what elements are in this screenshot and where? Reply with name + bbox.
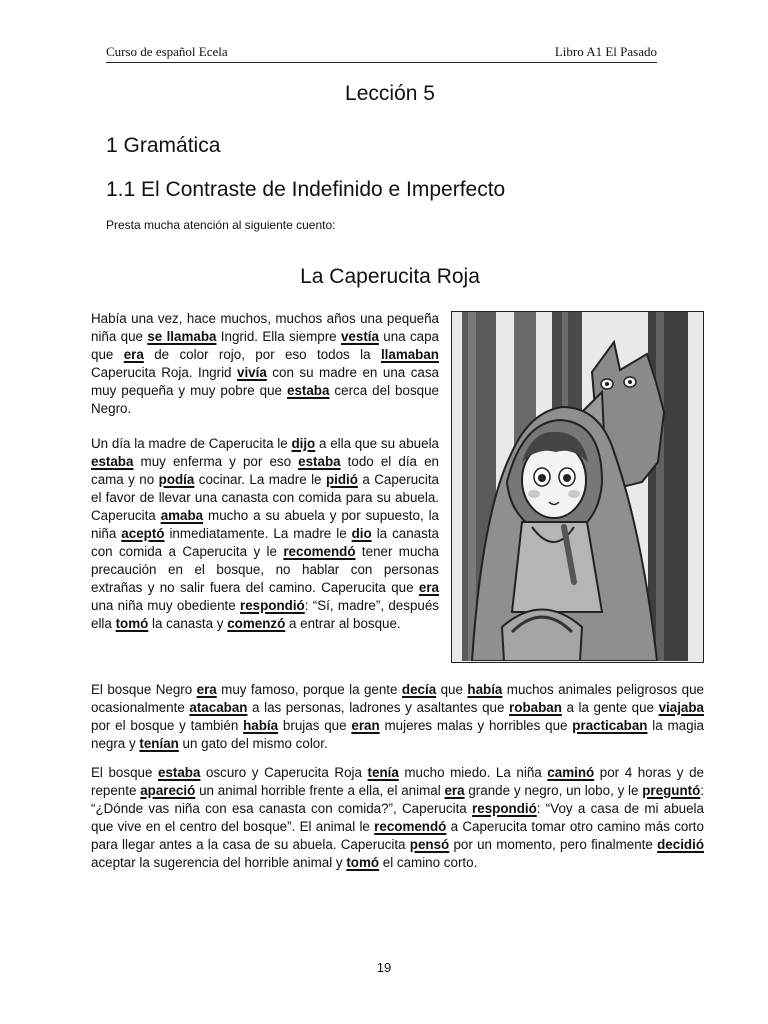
story-text: Ingrid. Ella siempre — [216, 329, 341, 344]
story-text: todo el día en cama y no — [91, 454, 439, 487]
story-text: la magia negra y — [91, 718, 704, 751]
story-text: inmediatamente. La madre le — [164, 526, 352, 541]
story-text: muy famoso, porque la gente — [216, 682, 402, 697]
page-header — [106, 44, 657, 63]
story-text: por 4 horas y de repente — [91, 765, 704, 798]
story-text: la canasta con comida a Caperucita y le — [91, 526, 439, 559]
story-text: una niña muy obediente — [91, 598, 241, 613]
highlighted-verb: caminó — [547, 765, 595, 780]
highlighted-verb: tomó — [115, 616, 149, 631]
highlighted-verb: estaba — [158, 765, 201, 780]
highlighted-verb: respondió — [240, 598, 305, 613]
story-title: La Caperucita Roja — [300, 265, 480, 288]
story-text: un gato del mismo color. — [178, 736, 328, 751]
highlighted-verb: aceptó — [121, 526, 165, 541]
header-course-name: Curso de español Ecela — [106, 44, 228, 59]
little-red-riding-hood-and-wolf-illustration — [451, 311, 704, 663]
highlighted-verb: se llamaba — [147, 329, 217, 344]
highlighted-verb: preguntó — [642, 783, 701, 798]
story-text: a Caperucita tomar otro camino más corto para llegar antes a la casa de su abuela. Caperucita — [91, 819, 704, 852]
story-text: Un día la madre de Caperucita le — [91, 436, 292, 451]
story-text: a las personas, ladrones y asaltantes que — [247, 700, 510, 715]
story-text: grande y negro, un lobo, y le — [464, 783, 643, 798]
highlighted-verb: decía — [401, 682, 437, 697]
highlighted-verb: recomendó — [283, 544, 356, 559]
highlighted-verb: pensó — [409, 837, 450, 852]
highlighted-verb: robaban — [509, 700, 562, 715]
story-text: oscuro y Caperucita Roja — [200, 765, 368, 780]
highlighted-verb: podía — [158, 472, 195, 487]
story-paragraph-1 — [91, 310, 439, 418]
highlighted-verb: tenían — [139, 736, 179, 751]
story-text: El bosque — [91, 765, 158, 780]
highlighted-verb: comenzó — [227, 616, 286, 631]
story-text: por un momento, pero finalmente — [449, 837, 658, 852]
story-text: mucho a su abuela y por supuesto, la niña — [91, 508, 440, 541]
highlighted-verb: apareció — [140, 783, 196, 798]
story-text: tener mucha precaución en el bosque, no hablar con personas extrañas y no salir fuera del camino. Caperucita que — [91, 544, 439, 595]
story-text: Había una vez, hace muchos, muchos años una pequeña niña que — [91, 311, 439, 344]
highlighted-verb: llamaban — [380, 347, 439, 362]
highlighted-verb: respondió — [472, 801, 537, 816]
story-paragraph-4 — [91, 764, 704, 872]
highlighted-verb: había — [243, 718, 279, 733]
header-book-name: Libro A1 El Pasado — [554, 44, 657, 59]
story-text: mujeres malas y horribles que — [379, 718, 573, 733]
subsection-heading: 1.1 El Contraste de Indefinido e Imperfecto — [106, 178, 506, 201]
story-text: aceptar la sugerencia del horrible animal y — [91, 855, 347, 870]
highlighted-verb: vestía — [340, 329, 379, 344]
story-text: a Caperucita el favor de llevar una canasta con comida para su abuela. Caperucita — [91, 472, 439, 523]
highlighted-verb: estaba — [287, 383, 330, 398]
highlighted-verb: tenía — [367, 765, 399, 780]
intro-text: Presta mucha atención al siguiente cuento: — [106, 218, 336, 232]
story-text: el camino corto. — [379, 855, 478, 870]
story-text: cocinar. La madre le — [194, 472, 326, 487]
section-heading: 1 Gramática — [106, 134, 221, 157]
highlighted-verb: practicaban — [572, 718, 648, 733]
highlighted-verb: era — [418, 580, 439, 595]
highlighted-verb: estaba — [91, 454, 134, 469]
story-text: de color rojo, por eso todos la — [143, 347, 381, 362]
story-text: un animal horrible frente a ella, el animal — [195, 783, 445, 798]
highlighted-verb: pidió — [325, 472, 358, 487]
story-text: : “Voy a casa de mi abuela que vive en el centro del bosque”. El animal le — [91, 801, 704, 834]
story-text: con su madre en una casa muy pequeña y muy pobre que — [91, 365, 439, 398]
story-text: : “Sí, madre”, después ella — [91, 598, 439, 631]
story-text: a la gente que — [561, 700, 659, 715]
highlighted-verb: era — [123, 347, 144, 362]
story-text: a ella que su abuela — [315, 436, 439, 451]
highlighted-verb: eran — [351, 718, 380, 733]
highlighted-verb: dio — [351, 526, 372, 541]
highlighted-verb: era — [196, 682, 217, 697]
story-text: una capa que — [91, 329, 440, 362]
story-paragraph-3 — [91, 681, 704, 753]
story-text: muchos animales peligrosos que ocasionalmente — [91, 682, 704, 715]
page-number: 19 — [376, 960, 392, 975]
story-text: a entrar al bosque. — [285, 616, 401, 631]
story-text: brujas que — [278, 718, 352, 733]
highlighted-verb: atacaban — [189, 700, 248, 715]
story-text: Caperucita Roja. Ingrid — [91, 365, 238, 380]
story-text: cerca del bosque Negro. — [91, 383, 439, 416]
story-paragraph-2 — [91, 435, 439, 633]
highlighted-verb: estaba — [298, 454, 341, 469]
story-text: El bosque Negro — [91, 682, 197, 697]
highlighted-verb: amaba — [160, 508, 204, 523]
highlighted-verb: decidió — [657, 837, 704, 852]
story-text: mucho miedo. La niña — [398, 765, 548, 780]
highlighted-verb: viajaba — [658, 700, 704, 715]
lesson-title: Lección 5 — [345, 82, 435, 105]
story-text: : “¿Dónde vas niña con esa canasta con comida?”, Caperucita — [91, 783, 704, 816]
story-text: la canasta y — [148, 616, 228, 631]
highlighted-verb: vivía — [237, 365, 267, 380]
highlighted-verb: era — [444, 783, 465, 798]
story-text: muy enferma y por eso — [133, 454, 299, 469]
highlighted-verb: había — [467, 682, 503, 697]
highlighted-verb: recomendó — [374, 819, 447, 834]
story-text: por el bosque y también — [91, 718, 244, 733]
highlighted-verb: dijo — [291, 436, 316, 451]
story-text: que — [436, 682, 468, 697]
highlighted-verb: tomó — [346, 855, 380, 870]
